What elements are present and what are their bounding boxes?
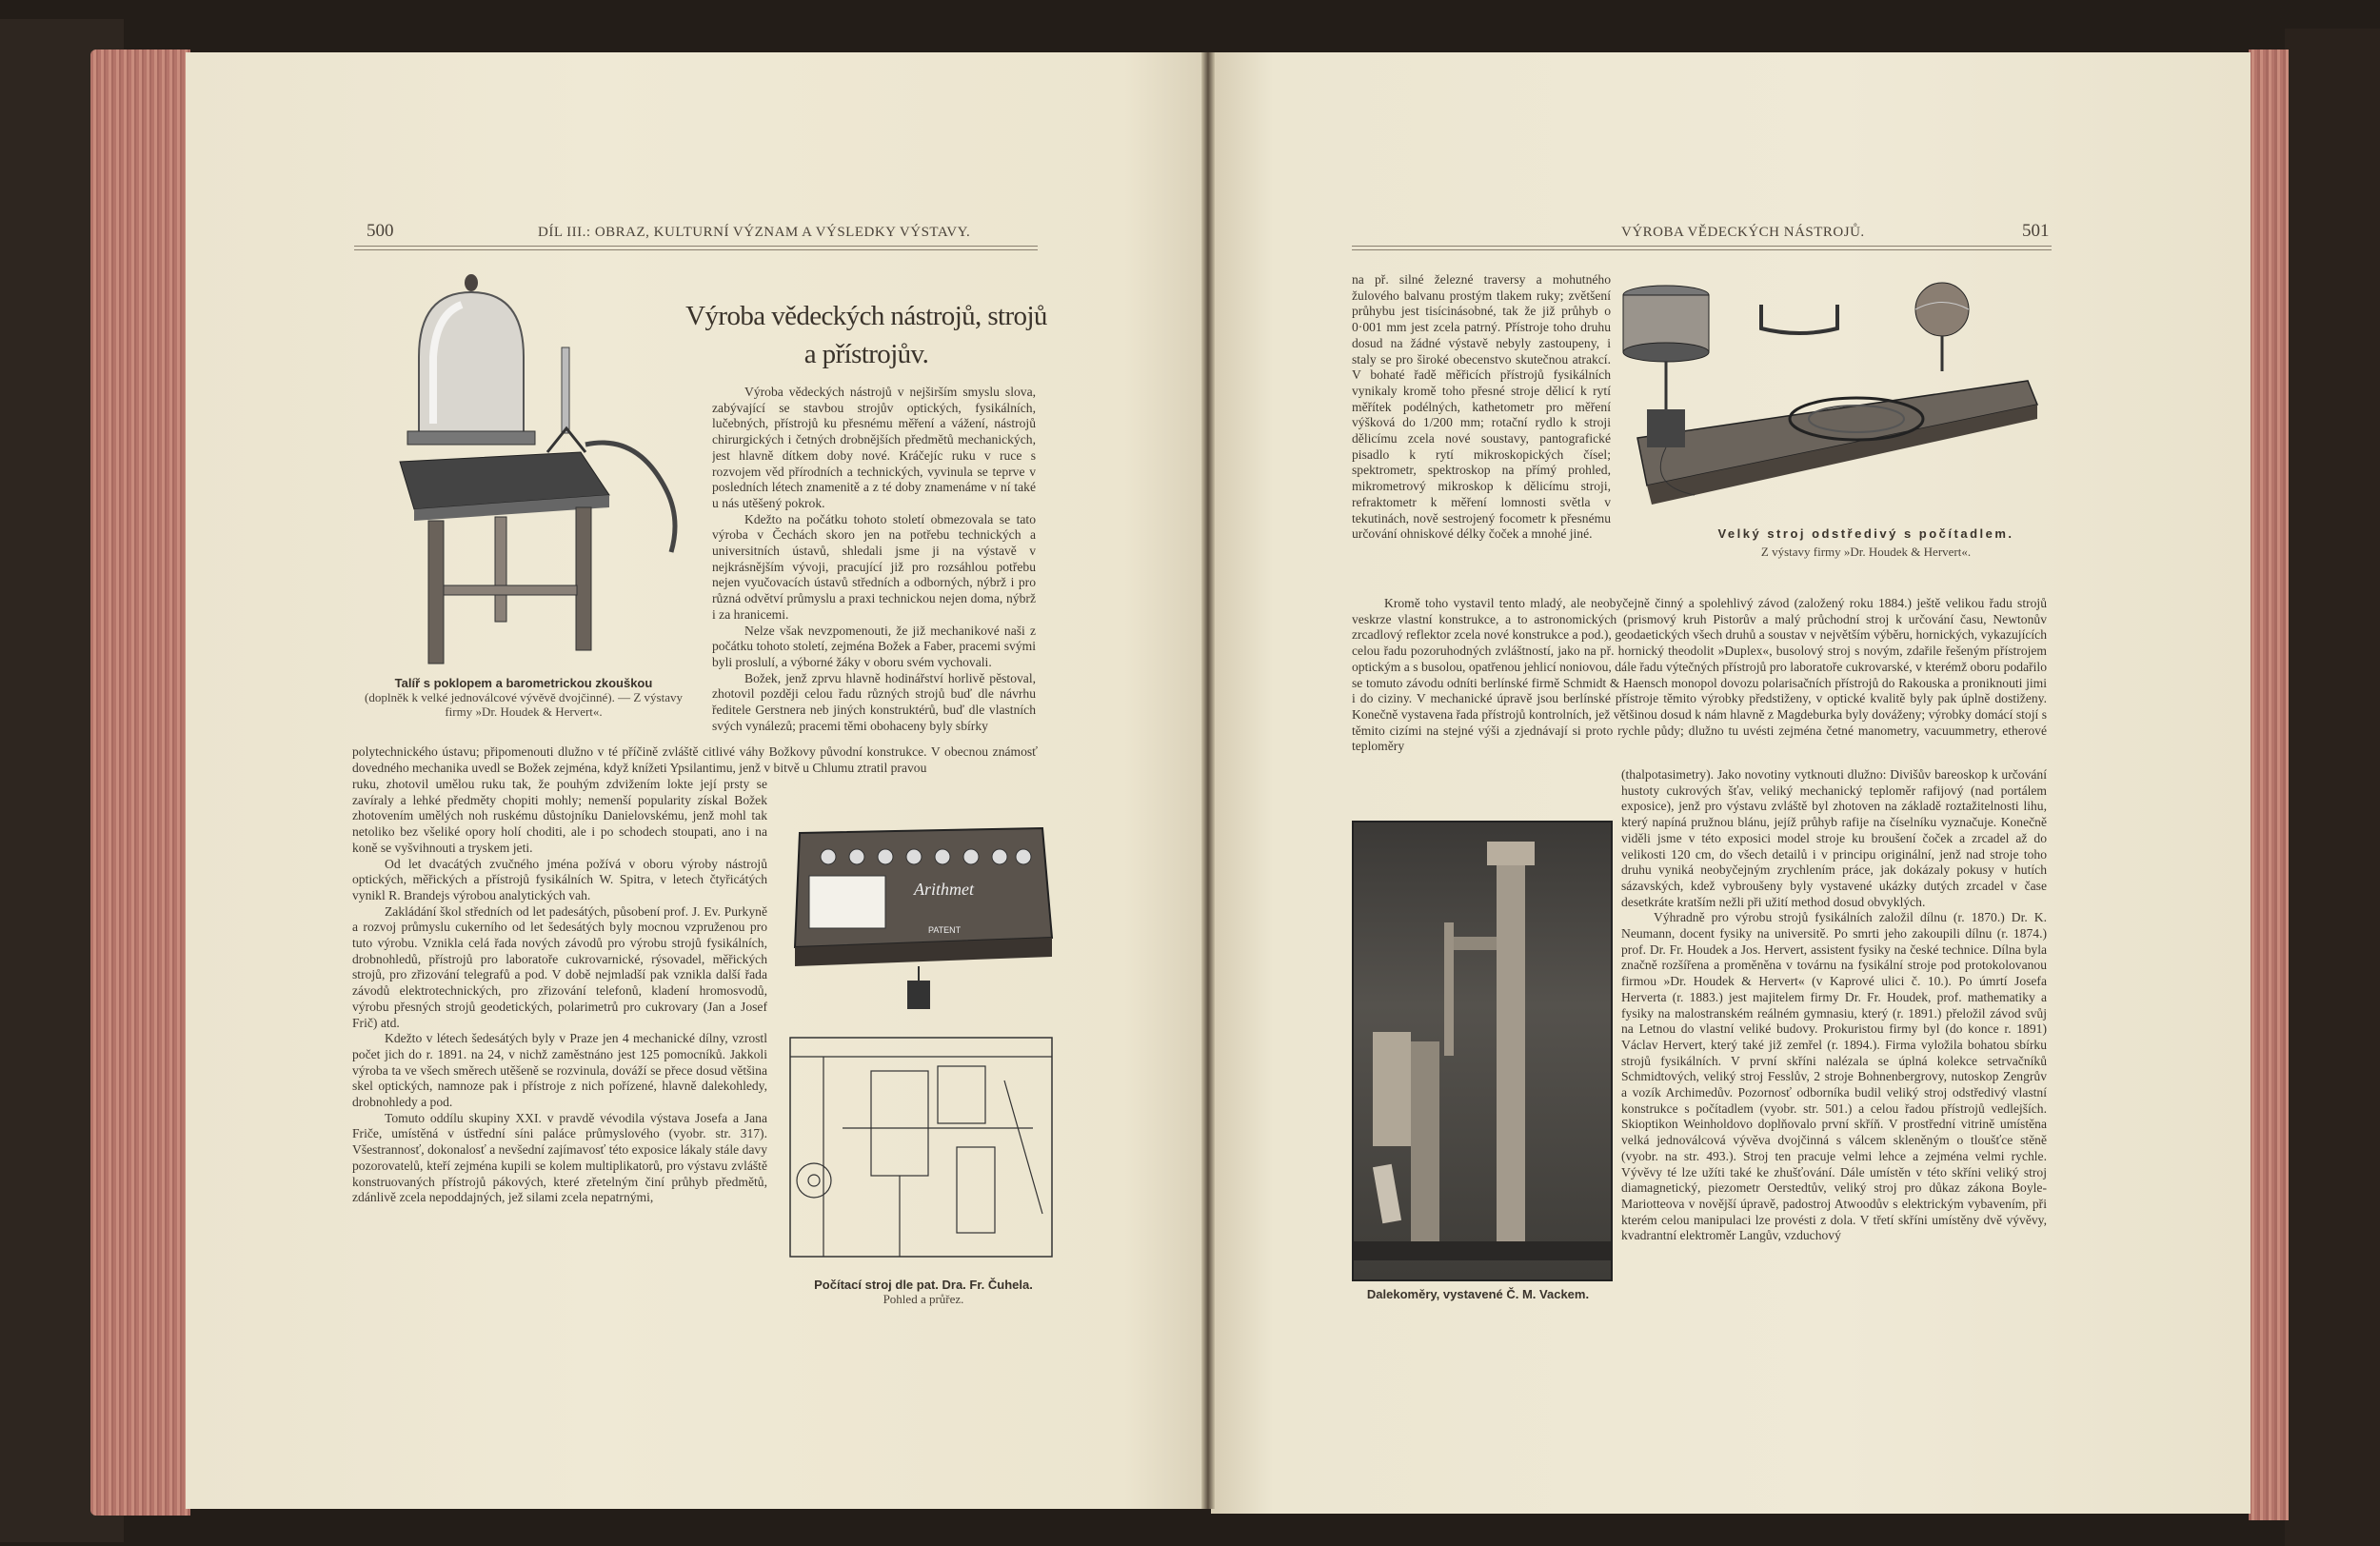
text-column-lower-left [352, 777, 767, 1310]
figure-caption-calculating-machine [781, 1278, 1066, 1307]
paragraph: Božek, jenž zprvu hlavně hodinářství horlivě pěstoval, zhotovil později celou řadu různých strojů buď dle návrhu ředitele Gerstnera neb jiných konstruktérů, buď dle vlastních svých vynálezů; pracemi těmi obohaceny byly sbírky [712, 670, 1036, 733]
paragraph: Výhradně pro výrobu strojů fysikálních založil dílnu (r. 1870.) Dr. K. Neumann, docent fysiky na universitě. Po smrti jeho zakoupili dílnu (r. 1874.) prof. Dr. Fr. Houdek a Jos. Hervert, assistent fysiky na české technice. Dílna byla značně rozšířena a proměněna v továrnu na fysikální stroje pod protokolovanou firmou »Dr. Houdek & Hervert« (v Kaprové ulici č. 10.). Po úmrtí Josefa Herverta (r. 1883.) jest majitelem firmy Dr. Fr. Houdek, prof. mathematiky a fysiky na malostranském reálném gymnasiu, který (r. 1891.) přeložil závod svůj na Letnou do vlastní veliké budovy. Prokuristou firmy byl (do konce r. 1891) Václav Hervert, který také již zemřel (r. 1894.). Firma vyložila bohatou sbírku strojů fysikálních. V první skříni nalézala se úplná kolekce setrvačníků Schmidtových, veliký stroj Fesslův, 2 stroje Bohnenbergrovy, nutoskop Zengrův a vozík Archimedův. Pozornosť odborníka budil veliký stroj odstředivý vlastní konstrukce s počítadlem (vyobr. str. 501.) a celou řadou přístrojů vedlejších. Skioptikon Weinholdovo doplňovalo první skříň. V prostřední vitrině umístěna velká jednoválcová vývěva dvojčinná s válcem skleněným o tloušťce stěně (vyobr. na str. 493.). Stroj ten pracuje velmi lehce a zejména velmi rychle. Vývěvy té lze užíti také ke zhušťování. Dále umístěn v této skříni veliký stroj diamagnetický, piezometr Oerstedtův, veliký stroj pro důkaz zákona Boyle-Mariotteova v novější úpravě, padostroj Atwoodův s elektrickým vybavením, při kterém celou manipulaci lze provésti z dola. V třetí skříni umístěny dvě vývěvy, kvadrantní elektroměr Langův, vzduchový [1621, 910, 2047, 1243]
figure-caption-centrifugal [1676, 526, 2056, 560]
paragraph: Zakládání škol středních od let padesátých, působení prof. J. Ev. Purkyně a rozvoj průmyslu cukerního od let šedesátých byly mocnou vzpruženou pro tuto výrobu. Vznikla celá řada nových závodů pro výrobu strojů fysikálních, drobnohledů, přístrojů pro laboratoře cukrovarnické, rýsovadel, měřických strojů, pro zřizování telegrafů a pod. V době nejmladší pak vznikla další řada závodů elektrotechnických, pro zřizování telefonů, kladení hromosvodů, výrobu přesných strojů geodetických, polarimetrů pro cukrovary (Jan a Josef Frič) atd. [352, 903, 767, 1030]
paragraph: ruku, zhotovil umělou ruku tak, že pouhým zdvižením lokte její prsty se zavíraly a lehké předměty chopiti mohly; nemenší popularity získal Božek zhotovením umělých noh ruskému důstojníku Danielovskému, jenž mohl tak netoliko bez všeliké opory holí choditi, ale i po schodech stoupati, ano i na koně se vyšvihnouti a tryskem jeti. [352, 777, 767, 855]
page-number-left: 500 [367, 221, 394, 241]
text-full-width-right [1352, 596, 2047, 767]
paragraph: Kdežto v létech šedesátých byly v Praze jen 4 mechanické dílny, vzrostl počet jich do r. 1891. na 24, v nichž zaměstnáno jest 125 pomocníků. Jakkoli výroba ta ve všech směrech utěšeně se rozvinula, dováží se přece dosud většina skel optických, namnoze pak i přístroje z nich pořízené, hlavně dalekohledy, drobnohledy a pod. [352, 1031, 767, 1110]
figure-caption-rangefinders: Dalekoměry, vystavené Č. M. Vackem. [1366, 1287, 1590, 1301]
paragraph: Kromě toho vystavil tento mladý, ale neobyčejně činný a spolehlivý závod (založený roku 1884.) ještě velikou řadu strojů veskrze vlastní konstrukce, a to astronomických (prismový kruh Pistorův a malý průchodní stroj k určování času, Newtonův zrcadlový reflektor zcela nové konstrukce a pod.), geodaetických všech druhů a soustav v největším výběru, hornických, vykazujících celou řadu pozoruhodných zvláštností, jako na př. hornický theodolit »Duplex«, busolový stroj s novým, zdařile řešeným přístrojem optickým a s busolou, opatřenou jehlicí noniovou, dále řadu výtečných přístrojů pro laboratoře cukrovarské, v kterémž oboru podařilo se tomuto závodu odníti berlínské firmě Schmidt & Haensch monopol dovozu polarisačních přístrojů do Rakouska a proniknouti jimi i do ciziny. V mechanické úpravě jsou berlínské přístroje těmito výrobky předstiženy, v optické kvalitě byly pak úplně dostiženy. Konečně vystavena řada přístrojů kontrolních, jež většinou dosud k nám hlavně z Magdeburka byly dováženy; výrobky domácí stojí s těmito cizími na stejné výši a zjednávají si proto rychle půdy; dlužno tu uvésti zejména četné manometry, vacuummetry, etherové teploměry [1352, 596, 2047, 754]
figure-caption-bell-jar [347, 676, 701, 719]
book-cover-right [2285, 29, 2380, 1546]
paragraph: (thalpotasimetry). Jako novotiny vytknouti dlužno: Divišův bareoskop k určování hustoty cukrových šťav, veliký mechanický teploměr rafijový (nad portálem exposice), jenž pro výstavu zvláště byl zhotoven na základě roztažitelnosti lihu, který napíná pružnou blánu, jejíž průhyb rafije na číselníku vyznačuje. Konečně viděli jsme v této exposici model stroje ku broušení čoček a zrcadel až do velikosti 120 cm, do všech detailů i v principu originální, jenž nad stroje toho druhu vyniká neobyčejným zrychlením práce, jak dokázaly pokusy v hutích sázavských, kdež vybroušeny byly vystavené ukázky dutých zrcadel v čase desetkráte kratším nežli při užití method dosud obvyklých. [1621, 767, 2047, 909]
paragraph: Výroba vědeckých nástrojů v nejširším smyslu slova, zabývající se stavbou strojův optických, fysikálních, lučebných, přístrojů ku přesnému měření a vážení, nástrojů chirurgických i četných drobnějších předmětů mechanických, jest hlavně dítkem doby nové. Kráčejíc ruku v ruce s rozvojem věd přírodních a technických, vyvinula se teprve v posledních létech znamenitě a z té doby znamenáme v ní také u nás utěšený pokrok. [712, 385, 1036, 510]
page-edges-right [2249, 50, 2289, 1520]
title-line-1: Výroba vědeckých nástrojů, strojů [685, 301, 1047, 331]
machine-patent-label: PATENT [928, 925, 962, 935]
caption-sub: Z výstavy firmy »Dr. Houdek & Hervert«. [1760, 545, 1972, 559]
caption-sub: Pohled a průřez. [883, 1292, 964, 1306]
page-number-right: 501 [2022, 221, 2050, 241]
paragraph: na př. silné železné traversy a mohutného žulového balvanu prostým tlakem ruky; zvětšení průhybu jest tisícinásobné, tak že již průhyb o 0·001 mm jest zcela patrný. Přístroje toho druhu dosud na žádné výstavě nebyly zastoupeny, i staly se pro široké obecenstvo skutečnou atrakcí. V bohaté řadě měřicích přístrojů fysikálních vynikaly kromě toho přesné stroje dělicí k rytí měřítek podélných, kathetometr pro měření výšková do 1/200 mm; rotační rydlo k stroji dělicímu zcela nové soustavy, pantografické pisadlo k rytí mikroskopických čísel; spektrometr, spektroskop na přímý prohled, mikrometrový mikroskop k dělicímu stroji, refraktometr k měření lomnosti světla v tekutinách, nově sestrojený focometr k přesnému určování ohniskové délky čoček a mnohé jiné. [1352, 272, 1611, 542]
bell-jar-illustration [381, 271, 685, 671]
header-rule [1352, 246, 2052, 250]
calculating-machine-illustration [785, 814, 1057, 1266]
running-head-right: VÝROBA VĚDECKÝCH NÁSTROJŮ. [1621, 225, 1865, 240]
rangefinders-photo [1352, 821, 1613, 1281]
running-head-left: DÍL III.: OBRAZ, KULTURNÍ VÝZNAM A VÝSLEDKY VÝSTAVY. [538, 225, 971, 240]
header-rule [354, 246, 1038, 250]
caption-title: Velký stroj odstředivý s počítadlem. [1717, 526, 2014, 541]
machine-brand-label: Arithmet [914, 880, 974, 899]
centrifugal-machine-illustration [1618, 276, 2047, 514]
caption-title: Počítací stroj dle pat. Dra. Fr. Čuhela. [814, 1278, 1033, 1292]
page-edges-left [90, 50, 190, 1516]
caption-line: (doplněk k velké jednoválcové vývěvě dvojčinné). — Z výstavy [365, 690, 683, 704]
text-column-top [712, 385, 1036, 743]
caption-line: firmy »Dr. Houdek & Hervert«. [445, 704, 603, 719]
paragraph: Kdežto na počátku tohoto století obmezovala se tato výroba v Čechách skoro jen na potřebu technických a universitních ústavů, shledali jsme ji na výstavě v nejkrásnějším vývoji, pracující již pro rozsáhlou potřebu nejen vyučovacích ústavů středních a odborných, nýbrž i pro různá odvětví průmyslu a praxi technickou nejen doma, nýbrž i za hranicemi. [712, 511, 1036, 622]
title-line-2: a přístrojův. [803, 339, 929, 369]
text-column-lower-right [1621, 767, 2047, 1310]
paragraph: Tomuto oddílu skupiny XXI. v pravdě vévodila výstava Josefa a Jana Friče, umístěná v ústřední síni paláce průmyslového (vyobr. str. 317). Všestrannosť, dokonalosť a nevšední zajímavosť této exposice lákaly stále davy pozorovatelů, kteří zejména kupili se kolem multiplikatorů, pro výstavu zvláště konstruovaných přístrojů pákových, které zřetelným činí průhyb předmětů, zdánlivě zcela nepoddajných, jež silami zcela nepatrnými, [352, 1110, 767, 1205]
text-full-width-left [352, 744, 1038, 777]
book-gutter [1201, 52, 1215, 1509]
paragraph: Nelze však nevzpomenouti, že již mechanikové naši z počátku tohoto století, zejména Božek a Faber, pracemi svými byli proslulí, a výborné žáky v oboru svém vychovali. [712, 623, 1036, 669]
text-column-top-right [1352, 272, 1611, 596]
paragraph: polytechnického ústavu; připomenouti dlužno v té příčině zvláště citlivé váhy Božkovy původní konstrukce. V obecnou známosť dovedného mechanika uvedl se Božek zejména, když knížeti Ypsilantimu, jenž v bitvě u Chlumu ztratil pravou [352, 744, 1038, 775]
paragraph: Od let dvacátých zvučného jména požívá v oboru výroby nástrojů optických, měřických a přístrojů fysikálních W. Spitra, v letech čtyřicátých vynikl R. Brandejs výrobou analytických vah. [352, 856, 767, 902]
caption-title: Talíř s poklopem a barometrickou zkouškou [394, 676, 653, 690]
article-title [666, 297, 1066, 373]
